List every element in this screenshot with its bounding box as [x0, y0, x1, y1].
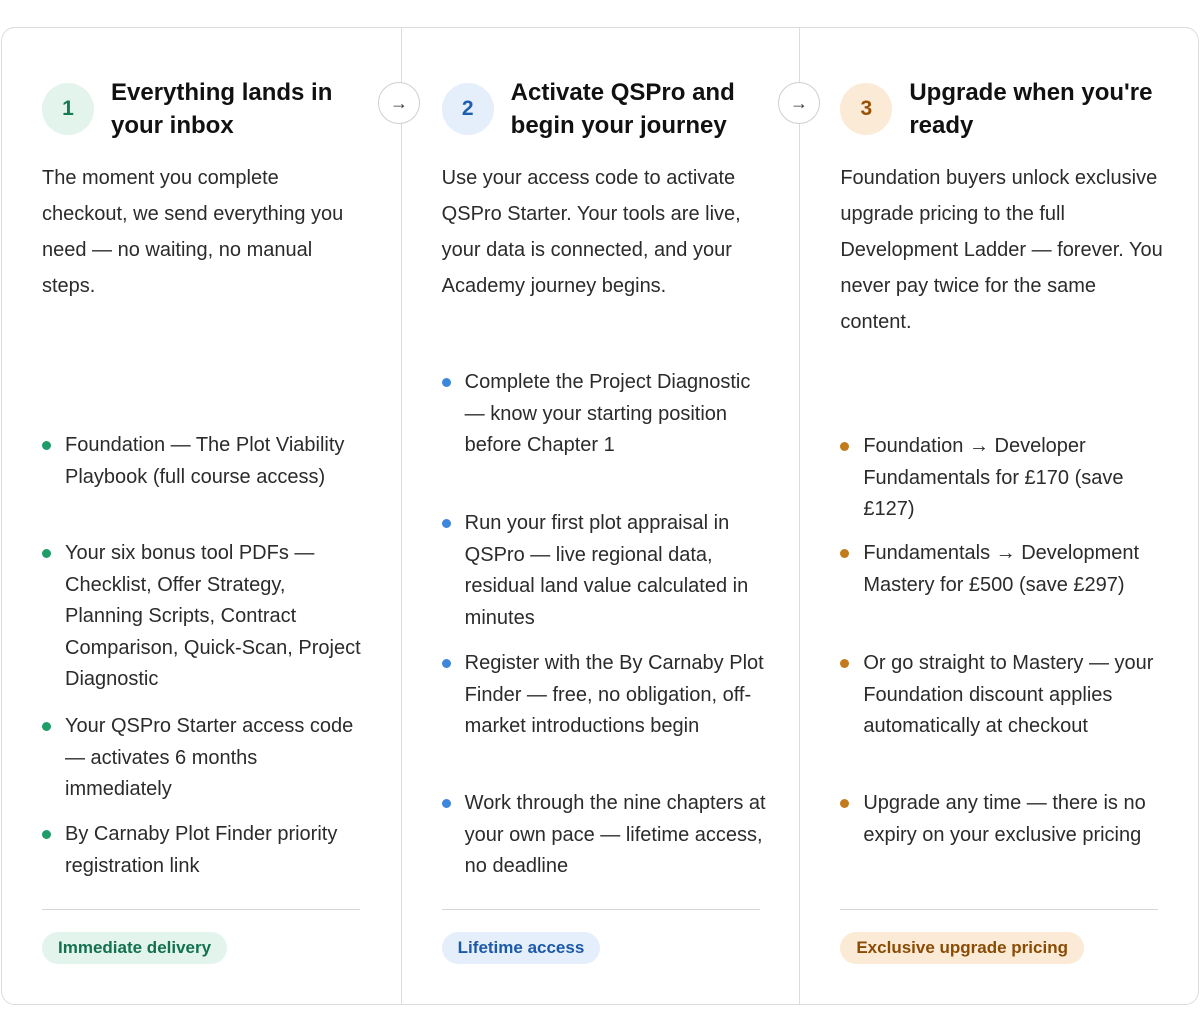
- bullet-dot-icon: [442, 799, 451, 808]
- status-badge-exclusive-upgrade-pricing: Exclusive upgrade pricing: [840, 932, 1084, 964]
- divider: [840, 909, 1158, 910]
- bullet-dot-icon: [42, 830, 51, 839]
- step-title-2: Activate QSPro and begin your journey: [510, 79, 735, 139]
- step-header-1: [42, 76, 371, 142]
- list-item: Fundamentals → Development Mastery for £500 (save £297): [840, 538, 1165, 601]
- step-header-2: [442, 76, 771, 142]
- bullet-dot-icon: [840, 442, 849, 451]
- list-item: Foundation — The Plot Viability Playbook (full course access): [42, 430, 367, 493]
- bullet-dot-icon: [840, 799, 849, 808]
- bullet-dot-icon: [840, 659, 849, 668]
- bullet-dot-icon: [442, 378, 451, 387]
- step-header-3: [840, 76, 1169, 142]
- divider: [42, 909, 360, 910]
- list-item: Work through the nine chapters at your own pace — lifetime access, no deadline: [442, 788, 767, 883]
- list-item: Run your first plot appraisal in QSPro — live regional data, residual land value calculated in minutes: [442, 508, 767, 634]
- bullet-dot-icon: [442, 519, 451, 528]
- step-description-1: The moment you complete checkout, we send everything you need — no waiting, no manual steps.: [42, 167, 344, 297]
- arrow-right-icon: →: [378, 82, 420, 124]
- step-column-2: [401, 28, 800, 1004]
- status-badge-lifetime-access: Lifetime access: [442, 932, 601, 964]
- list-item: Foundation → Developer Fundamentals for £170 (save £127): [840, 431, 1165, 526]
- step-title-3: Upgrade when you're ready: [909, 79, 1153, 139]
- bullet-dot-icon: [840, 549, 849, 558]
- step-number-badge-1: 1: [42, 83, 94, 135]
- step-number-badge-2: 2: [442, 83, 494, 135]
- bullet-dot-icon: [42, 549, 51, 558]
- list-item: Your QSPro Starter access code — activates 6 months immediately: [42, 711, 367, 806]
- list-item: Register with the By Carnaby Plot Finder — free, no obligation, off-market introductions begin: [442, 648, 767, 743]
- divider: [442, 909, 760, 910]
- step-column-1: [2, 28, 401, 1004]
- list-item: Or go straight to Mastery — your Foundation discount applies automatically at checkout: [840, 648, 1165, 743]
- bullet-dot-icon: [42, 722, 51, 731]
- list-item: Your six bonus tool PDFs — Checklist, Offer Strategy, Planning Scripts, Contract Comparison, Quick-Scan, Project Diagnostic: [42, 538, 367, 696]
- step-column-3: [799, 28, 1198, 1004]
- status-badge-immediate-delivery: Immediate delivery: [42, 932, 227, 964]
- step-description-3: Foundation buyers unlock exclusive upgrade pricing to the full Development Ladder — forever. You never pay twice for the same content.: [840, 167, 1163, 333]
- how-it-works-card: [1, 27, 1199, 1005]
- bullet-dot-icon: [42, 441, 51, 450]
- list-item: Complete the Project Diagnostic — know your starting position before Chapter 1: [442, 367, 767, 462]
- arrow-right-icon: →: [778, 82, 820, 124]
- bullet-dot-icon: [442, 659, 451, 668]
- list-item: By Carnaby Plot Finder priority registration link: [42, 819, 367, 882]
- step-number-badge-3: 3: [840, 83, 892, 135]
- list-item: Upgrade any time — there is no expiry on your exclusive pricing: [840, 788, 1165, 851]
- step-title-1: Everything lands in your inbox: [111, 79, 333, 139]
- step-description-2: Use your access code to activate QSPro Starter. Your tools are live, your data is connected, and your Academy journey begins.: [441, 167, 741, 297]
